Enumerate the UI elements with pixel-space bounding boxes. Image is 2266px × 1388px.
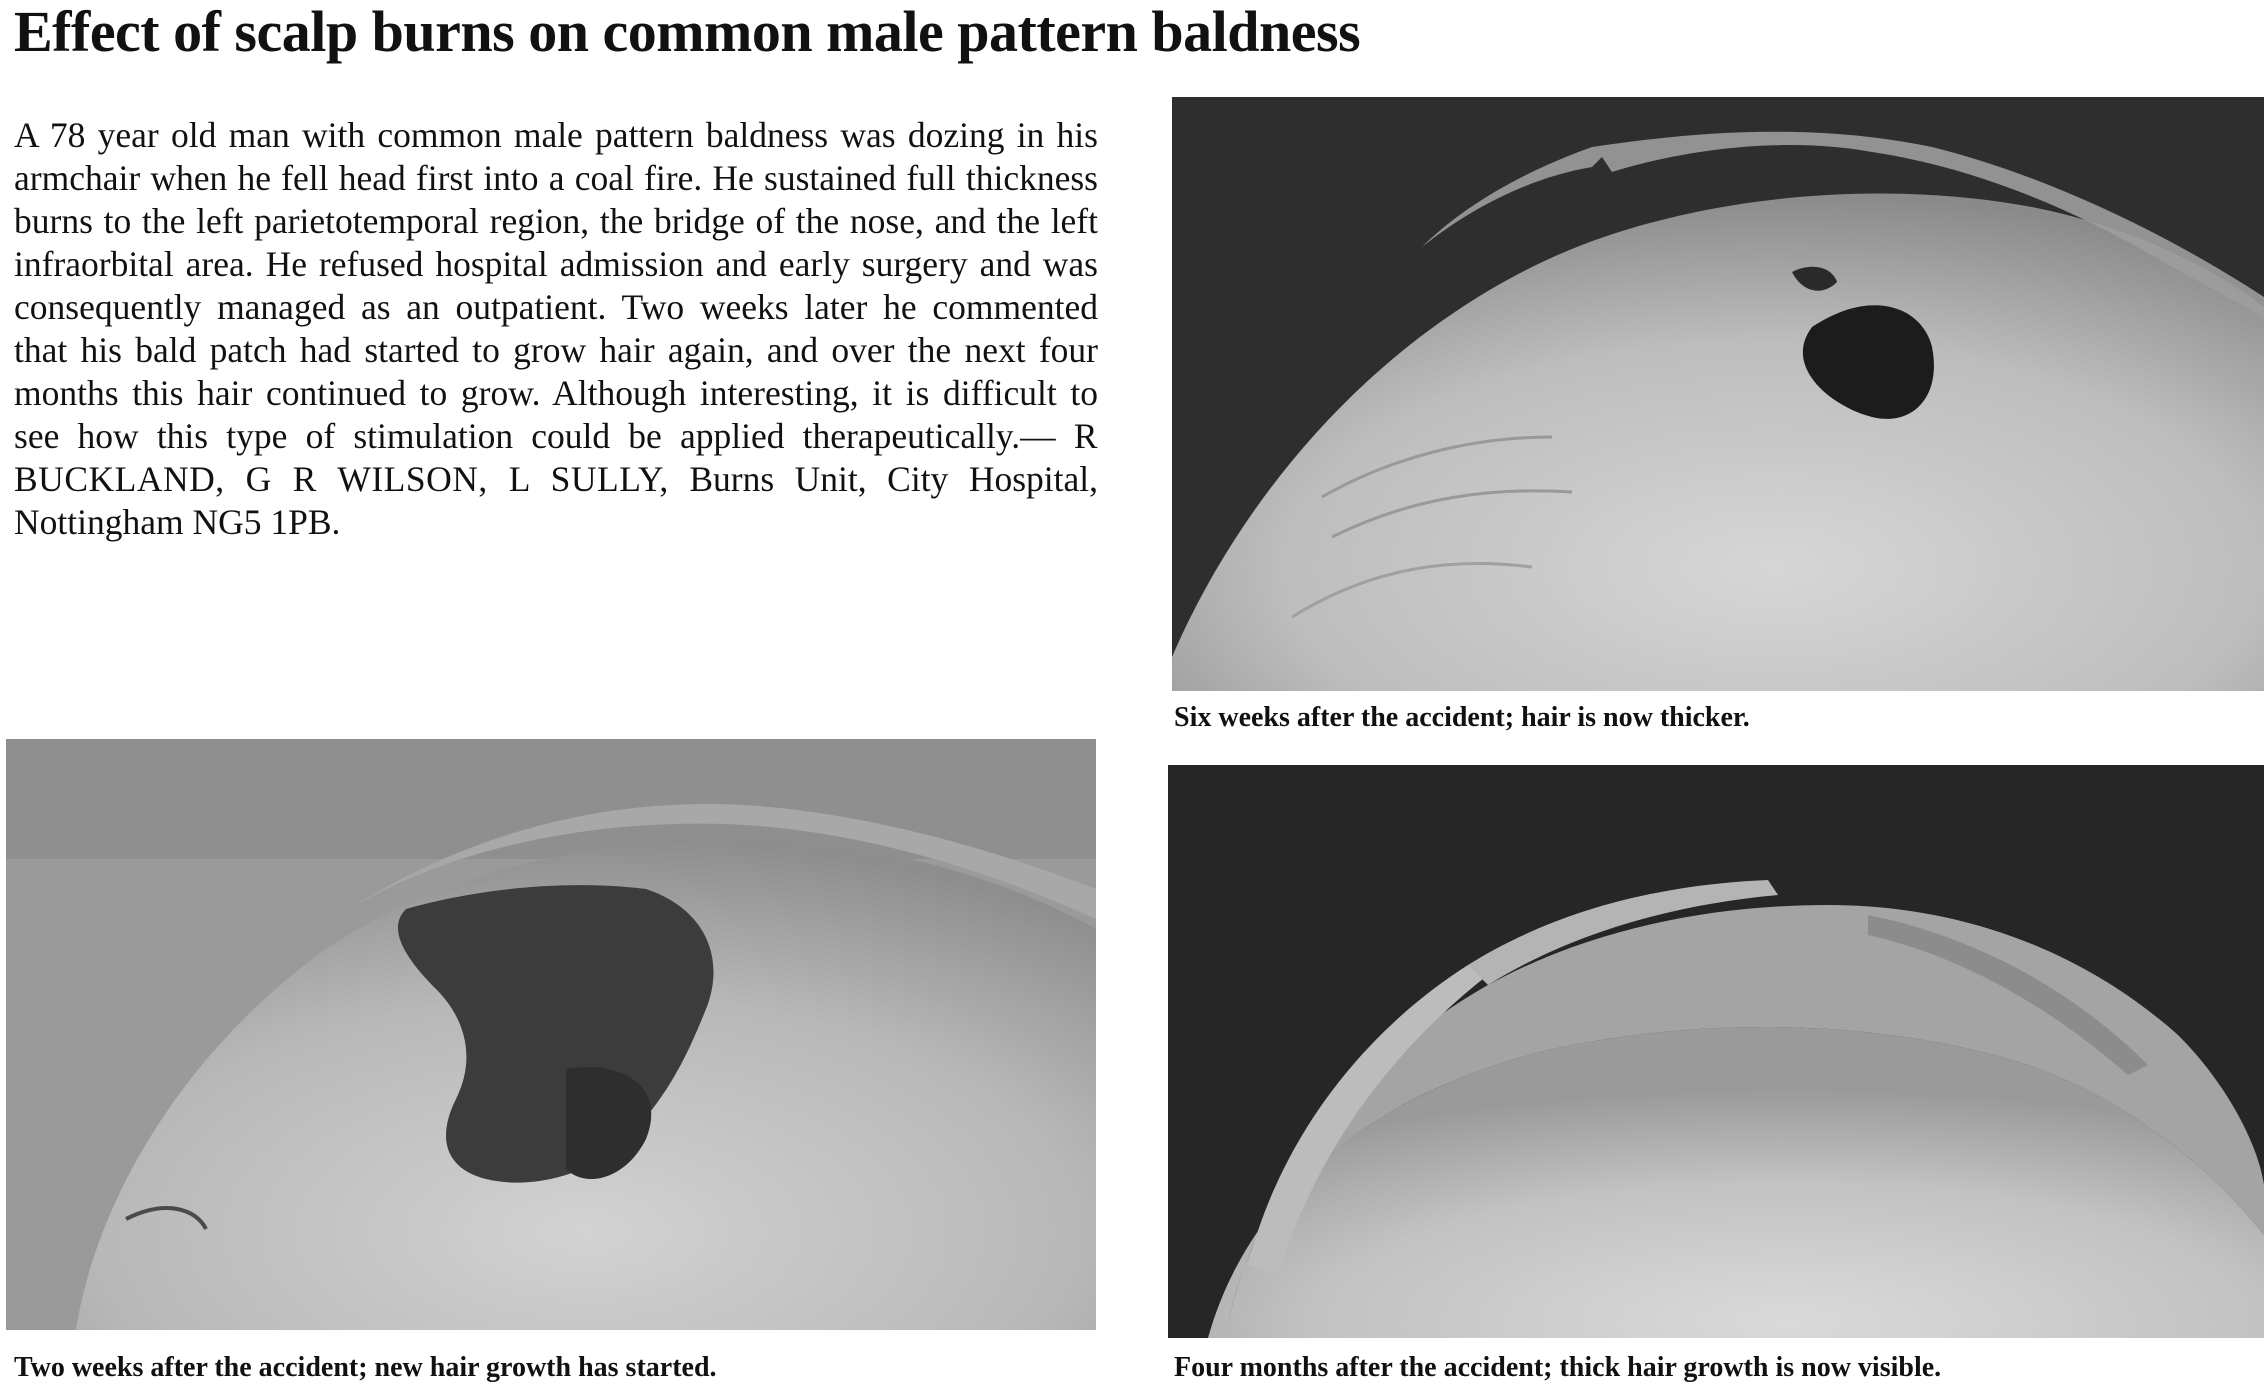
caption-four-months: Four months after the accident; thick hair growth is now visible. [1174,1352,1942,1383]
body-paragraph: A 78 year old man with common male pattern baldness was dozing in his armchair when he fell head first into a coal fire. He sustained full thickness burns to the left parietotemporal region, the bridge of the nose, and the left infraorbital area. He refused hospital admission and early surgery and was consequently managed as an outpatient. Two weeks later he commented that his bald patch had started to grow hair again, and over the next four months this hair continued to grow. Although interesting, it is difficult to see how this type of stimulation could be applied therapeutically.— [14,115,1098,456]
photo-two-weeks-image [6,739,1096,1330]
author-affiliation: Burns Unit, City Hospital, Nottingham NG5 1PB. [14,459,1099,542]
caption-six-weeks: Six weeks after the accident; hair is now thicker. [1174,702,1750,733]
photo-six-weeks-image [1172,97,2264,691]
caption-two-weeks: Two weeks after the accident; new hair growth has started. [14,1352,717,1383]
photo-four-months [1168,765,2264,1338]
photo-six-weeks [1172,97,2264,691]
photo-four-months-image [1168,765,2264,1338]
photo-two-weeks [6,739,1096,1330]
author-list: R BUCKLAND, G R WILSON, L SULLY, [14,416,1099,499]
article-body [14,114,1098,544]
article-title: Effect of scalp burns on common male pattern baldness [14,0,1361,64]
